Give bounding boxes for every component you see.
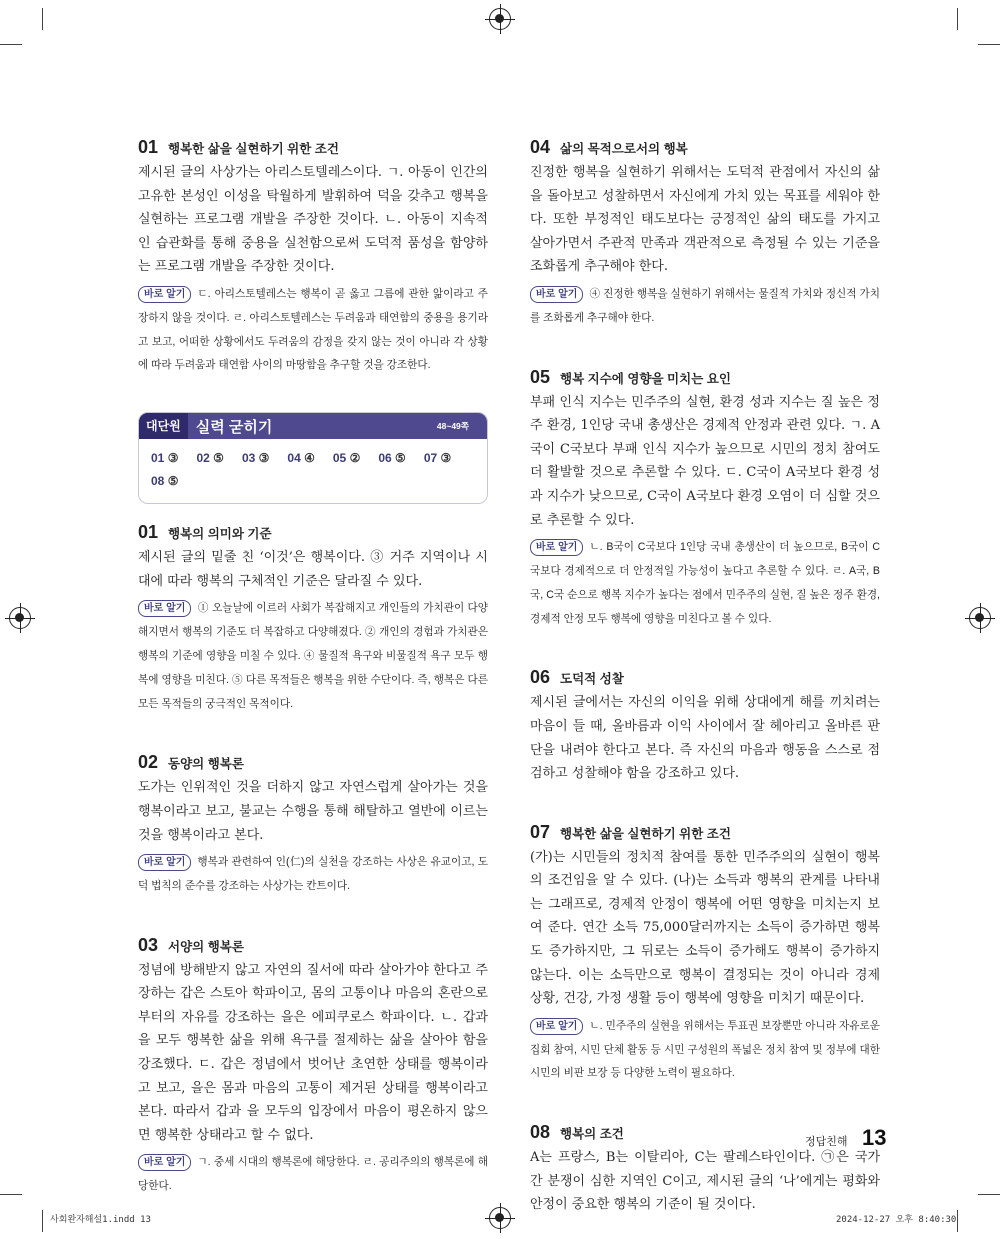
answer-item: 01 ③: [151, 451, 179, 466]
slug-file: 사회완자해설1.indd 13: [50, 1215, 151, 1225]
answer-section: [530, 367, 880, 632]
review-tag: 대단원: [139, 413, 188, 439]
correction-label: 바로 알기: [530, 286, 583, 303]
correction-text: 행복과 관련하여 인(仁)의 실천을 강조하는 사상은 유교이고, 도덕 법칙의 준수를 강조하는 사상가는 칸트이다.: [138, 856, 488, 892]
correction-note: [530, 536, 880, 631]
explanation-text: A는 프랑스, B는 이탈리아, C는 팔레스타인이다. ㉠은 국가 간 분쟁이 심한 지역인 C이고, 제시된 글의 ‘나’에게는 평화와 안정이 중요한 행복의 기준이 될 것이다.: [530, 1150, 880, 1213]
registration-mark-icon: [489, 8, 511, 30]
section-title: 삶의 목적으로서의 행복: [560, 142, 688, 156]
correction-note: [530, 1015, 880, 1086]
question-number: 08: [530, 1122, 551, 1143]
right-column: [530, 137, 880, 1239]
question-number: 05: [530, 366, 551, 387]
review-header: [139, 413, 487, 439]
correction-note: [138, 1151, 488, 1199]
answer-item: 05 ②: [332, 451, 361, 466]
question-number: 07: [530, 821, 551, 842]
correction-text: ① 오늘날에 이르러 사회가 복잡해지고 개인들의 가치관이 다양해지면서 행복의 기준도 더 복잡하고 다양해졌다. ② 개인의 경험과 가치관은 행복의 기준에 영향을 미칠 수 있다. ④ 물질적 욕구와 비물질적 욕구 모두 행복에 영향을 미친다. ⑤ 다른 목적들은 행복을 위한 수단이다. 즉, 행복은 다른 모든 목적들의 궁극적인 목적이다.: [138, 602, 488, 710]
section-title: 행복 지수에 영향을 미치는 요인: [560, 371, 731, 386]
crop-mark: [978, 44, 1000, 45]
explanation-text: 정념에 방해받지 않고 자연의 질서에 따라 살아가야 한다고 주장하는 갑은 스토아 학파이고, 몸의 고통이나 마음의 혼란으로부터의 자유를 강조하는 을은 에피쿠로스 학파이다. ㄴ. 갑과 을 모두 행복한 삶을 위해 욕구를 절제하는 삶을 살아야 함을 강조했다. ㄷ. 갑은 정념에서 벗어난 초연한 상태를 행복이라고 보고, 을은 몸과 마음의 고통이 제거된 상태를 행복이라고 본다. 따라서 갑과 을 모두의 입장에서 마음이 평온하지 않으면 행복한 상태라고 할 수 없다.: [138, 962, 488, 1143]
correction-text: ㄴ. 민주주의 실현을 위해서는 투표권 보장뿐만 아니라 자유로운 집회 참여, 시민 단체 활동 등 시민 구성원의 폭넓은 정치 참여 및 정부에 대한 시민의 비판 보장 등 다양한 노력이 필요하다.: [530, 1019, 880, 1080]
explanation-text: 부패 인식 지수는 민주주의 실현, 환경 성과 지수는 질 높은 정주 환경, 1인당 국내 총생산은 경제적 안정과 관련 있다. ㄱ. A국이 C국보다 부패 인식 지수가 높으므로 시민의 정치 참여도 더 활발할 것으로 추론할 수 있다. ㄷ. C국이 A국보다 환경 성과 지수가 낮으므로, C국이 A국보다 환경 오염이 더 심할 것으로 추론할 수 있다.: [530, 394, 880, 528]
section-header: [530, 137, 880, 158]
answer-item: 03 ③: [241, 451, 270, 466]
answer-section: [138, 522, 488, 716]
explanation-text: 제시된 글에서는 자신의 이익을 위해 상대에게 해를 끼치려는 마음이 들 때, 올바름과 이익 사이에서 잘 헤아리고 올바른 판단을 내려야 한다고 본다. 즉 자신의 마음과 행동을 스스로 점검하고 성찰해야 함을 강조하고 있다.: [530, 695, 880, 782]
review-box: [138, 412, 488, 504]
answer-item: 08 ⑤: [151, 474, 179, 489]
correction-text: ㄴ. B국이 C국보다 1인당 국내 총생산이 더 높으므로, B국이 C국보다 경제적으로 더 안정적일 가능성이 높다고 추론할 수 있다. ㄹ. A국, B국, C국 순으로 행복 지수가 높다는 점에서 민주주의 실현, 질 높은 정주 환경, 경제적 안정 모두 행복에 영향을 미친다고 볼 수 있다.: [530, 541, 880, 625]
review-title: 실력 굳히기: [195, 418, 273, 436]
crop-mark: [42, 8, 43, 30]
correction-label: 바로 알기: [530, 1018, 583, 1035]
section-title: 행복의 의미와 기준: [168, 527, 272, 542]
crop-mark: [978, 1194, 1000, 1195]
correction-text: ㄱ. 중세 시대의 행복론에 해당한다. ㄹ. 공리주의의 행복론에 해당한다.: [138, 1156, 488, 1193]
answer-section: [530, 137, 880, 331]
correction-label: 바로 알기: [138, 1154, 191, 1171]
answer-item: 06 ⑤: [378, 451, 406, 466]
answer-item: 02 ⑤: [196, 451, 224, 466]
section-header: [138, 752, 488, 773]
section-title: 서양의 행복론: [168, 939, 244, 954]
correction-note: [138, 283, 488, 378]
section-title: 동양의 행복론: [168, 757, 244, 772]
review-pages: 48~49쪽: [436, 421, 469, 432]
correction-note: [138, 597, 488, 716]
left-column: [138, 137, 488, 1235]
question-number: 02: [138, 752, 159, 773]
section-title: 행복의 조건: [560, 1127, 624, 1142]
section-title: 도덕적 성찰: [560, 672, 624, 687]
correction-text: ㄷ. 아리스토텔레스는 행복이 곧 옳고 그름에 관한 앎이라고 주장하지 않을 것이다. ㄹ. 아리스토텔레스는 두려움과 태연함의 중용을 용기라고 보고, 어떠한 상황에서도 두려움의 감정을 갖지 않는 것이 아니라 각 상황에 따라 두려움과 태연함 사이의 마땅함을 추구할 것을 강조한다.: [138, 287, 488, 372]
explanation-text: (가)는 시민들의 정치적 참여를 통한 민주주의의 실현이 행복의 조건임을 알 수 있다. (나)는 소득과 행복의 관계를 나타내는 그래프로, 경제적 안정이 행복에 어떤 영향을 미치는지 보여 준다. 연간 소득 75,000달러까지는 소득이 증가하면 행복도 증가하지만, 그 뒤로는 소득이 증가해도 행복이 증가하지 않는다. 이는 소득만으로 행복이 결정되는 것이 아니라 경제 상황, 건강, 가정 생활 등이 행복에 영향을 미치기 때문이다.: [530, 849, 880, 1007]
crop-mark: [957, 1210, 958, 1232]
correction-note: [138, 851, 488, 899]
answer-item: 04 ④: [287, 451, 315, 466]
correction-label: 바로 알기: [138, 854, 191, 871]
section-title: 행복한 삶을 실현하기 위한 조건: [560, 826, 731, 841]
answer-section: [138, 752, 488, 898]
correction-label: 바로 알기: [138, 286, 191, 303]
crop-mark: [0, 44, 22, 45]
explanation-text: 도가는 인위적인 것을 더하지 않고 자연스럽게 살아가는 것을 행복이라고 보고, 불교는 수행을 통해 해탈하고 열반에 이르는 것을 행복이라고 본다.: [138, 780, 488, 843]
answer-item: 07 ③: [423, 451, 452, 466]
section-header: [138, 522, 488, 543]
answer-section: [138, 935, 488, 1199]
section-header: [530, 822, 880, 843]
explanation-text: 제시된 글의 밑줄 친 ‘이것’은 행복이다. ③ 거주 지역이나 시대에 따라 행복의 구체적인 기준은 달라질 수 있다.: [138, 550, 488, 589]
section-header: [138, 137, 488, 158]
answer-key: [139, 439, 487, 503]
answer-section: [530, 667, 880, 785]
page-number: 13: [862, 1125, 887, 1150]
registration-mark-icon: [9, 607, 31, 629]
registration-mark-icon: [489, 1207, 511, 1229]
crop-mark: [42, 1210, 43, 1232]
section-header: [530, 367, 880, 388]
section-header: [530, 667, 880, 688]
answer-section: [530, 822, 880, 1087]
registration-mark-icon: [969, 607, 991, 629]
section-title: 행복한 삶을 실현하기 위한 조건: [168, 142, 339, 156]
section-header: [138, 935, 488, 956]
crop-mark: [957, 8, 958, 30]
question-number: 06: [530, 667, 551, 688]
answer-section: [138, 137, 488, 378]
correction-label: 바로 알기: [530, 539, 583, 556]
correction-label: 바로 알기: [138, 600, 191, 617]
crop-mark: [0, 1194, 22, 1195]
correction-text: ④ 진정한 행복을 실현하기 위해서는 물질적 가치와 정신적 가치를 조화롭게 추구해야 한다.: [530, 287, 880, 324]
explanation-text: 진정한 행복을 실현하기 위해서는 도덕적 관점에서 자신의 삶을 돌아보고 성찰하면서 자신에게 가치 있는 목표를 세워야 한다. 또한 부정적인 태도보다는 긍정적인 삶의 태도를 가지고 살아가면서 주관적 만족과 객관적으로 측정될 수 있는 기준을 조화롭게 추구해야 한다.: [530, 165, 880, 275]
question-number: 01: [138, 137, 159, 157]
footer-label: 정답친해: [805, 1136, 848, 1148]
correction-note: [530, 283, 880, 331]
explanation-text: 제시된 글의 사상가는 아리스토텔레스이다. ㄱ. 아동이 인간의 고유한 본성인 이성을 탁월하게 발휘하여 덕을 갖추고 행복을 실현하는 프로그램 개발을 주장한 것이다. ㄴ. 아동이 지속적인 습관화를 통해 중용을 실천함으로써 도덕적 품성을 함양하는 프로그램 개발을 주장한 것이다.: [138, 165, 488, 275]
question-number: 03: [138, 934, 159, 955]
slug-date: 2024-12-27 오후 8:40:30: [836, 1215, 957, 1225]
question-number: 04: [530, 137, 551, 157]
question-number: 01: [138, 522, 159, 543]
